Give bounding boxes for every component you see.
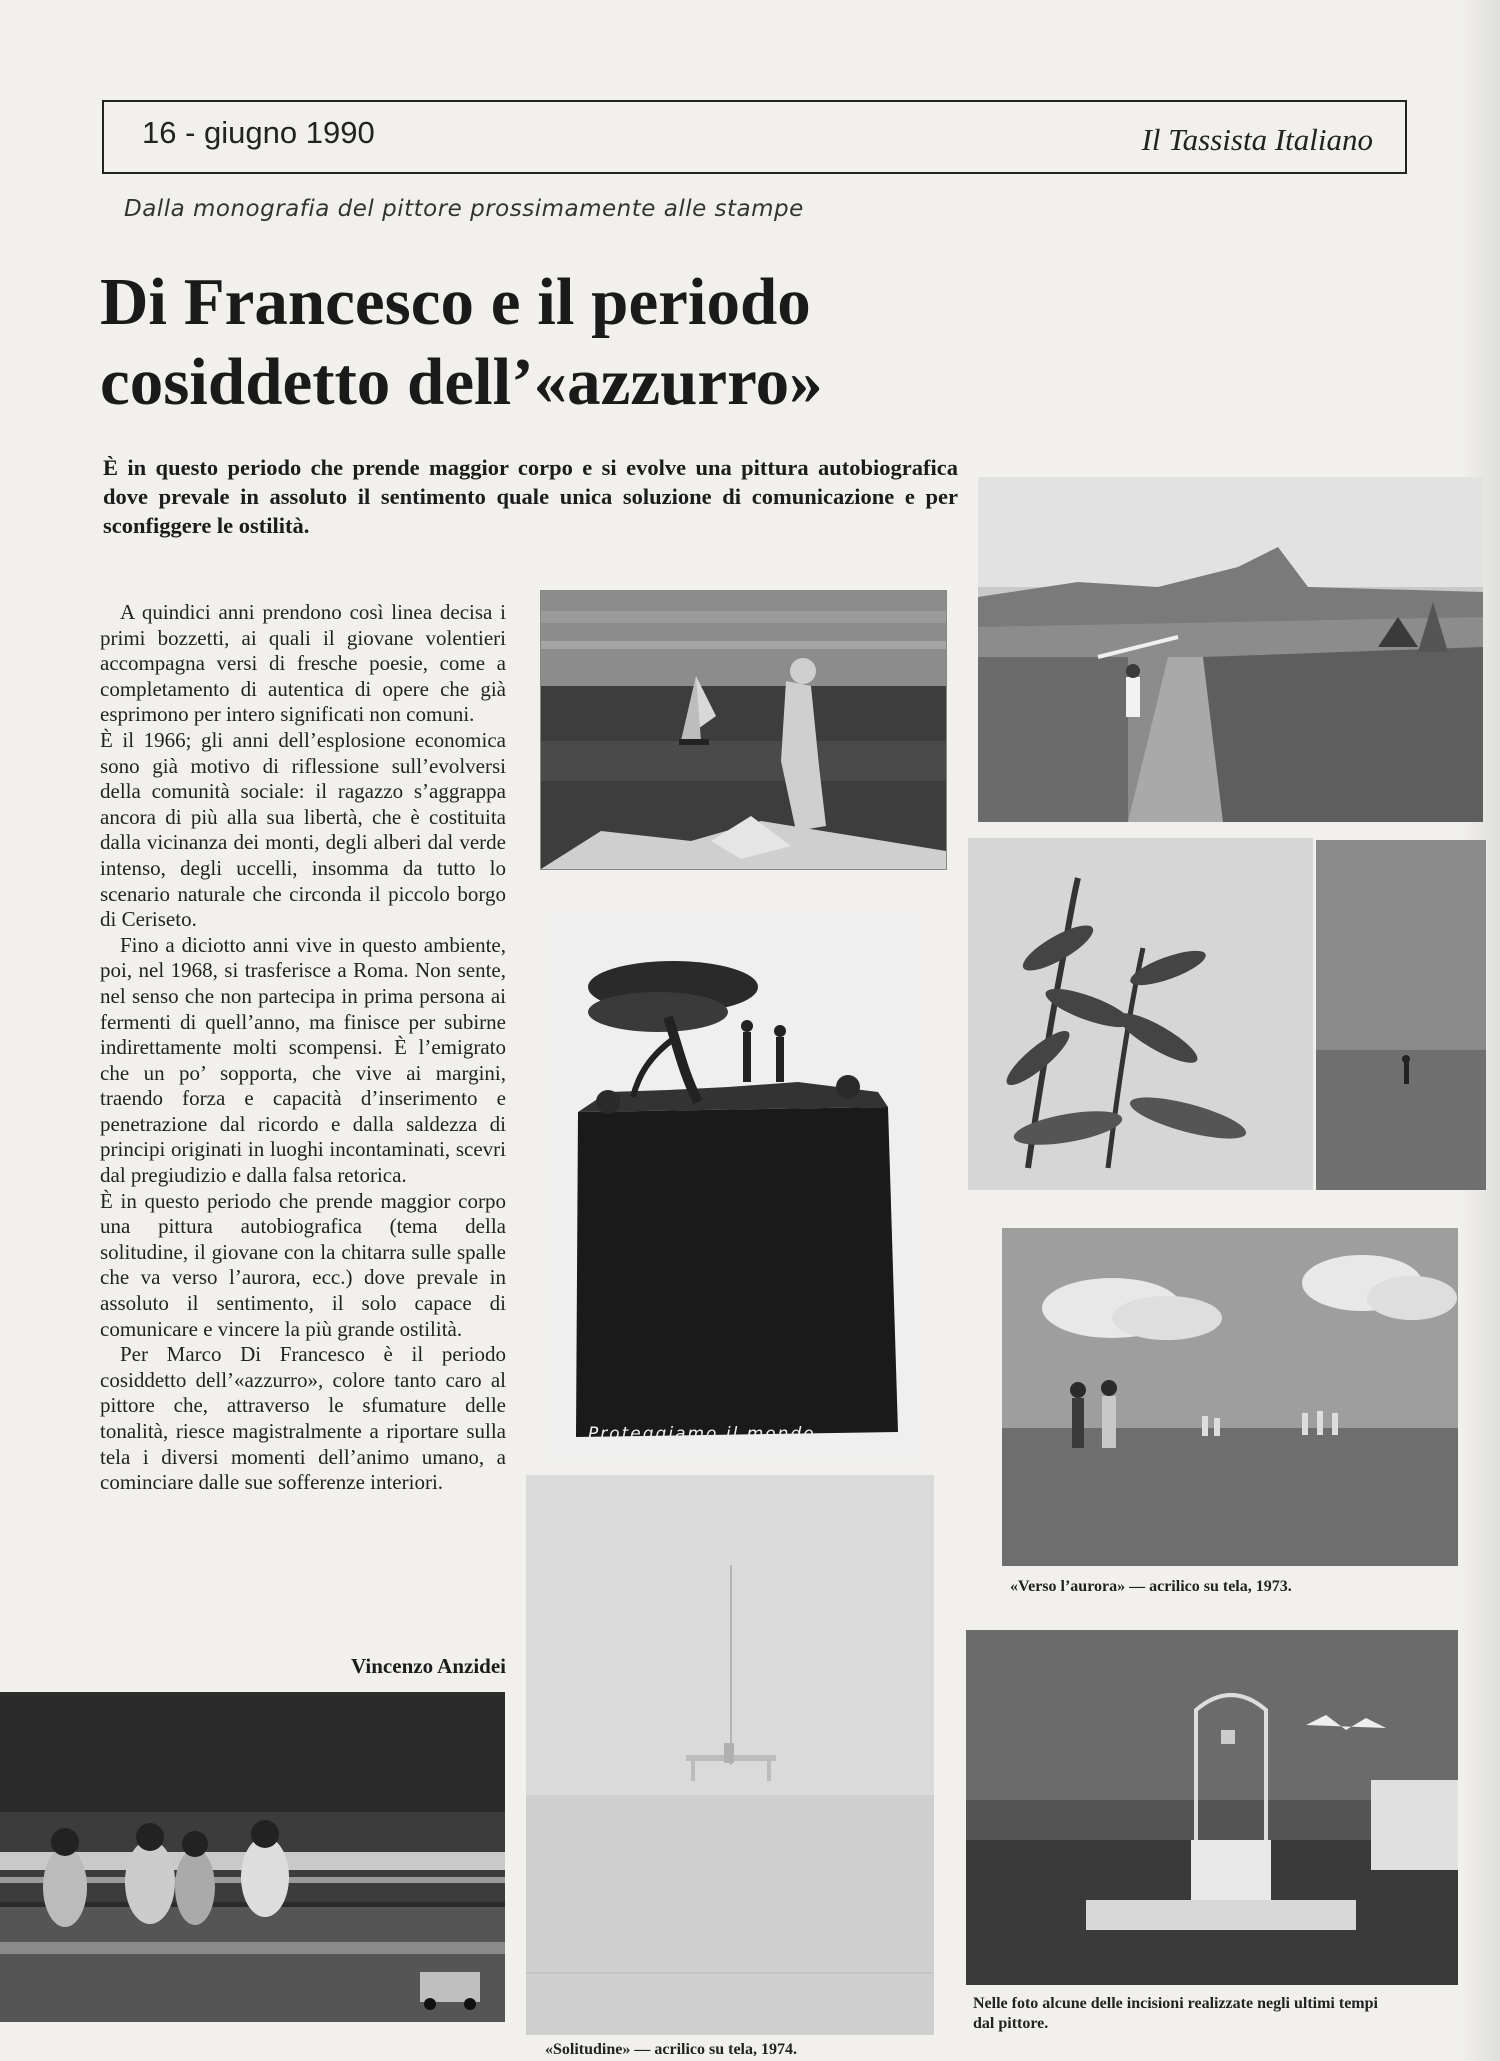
author-signature: Vincenzo Anzidei xyxy=(351,1654,506,1678)
body-paragraph: È in questo periodo che prende maggior corpo una pittura autobiografica (tema della solitudine, il giovane con la chitarra sulle spalle che va verso l’aurora, ecc.) dove prevale in assoluto il sentimento, il solo capace di comunicare e vincere la più grande ostilità. xyxy=(100,1188,506,1341)
newspaper-name: Il Tassista Italiano xyxy=(1141,122,1373,157)
body-paragraph: È il 1966; gli anni dell’esplosione economica sono già motivo di riflessione sull’evolversi della comunità sociale: il ragazzo s’aggrappa ancora di più alla sua libertà, che è costituita dalla vicinanza dei monti, degli alberi dal verde intenso, degli uccelli, insomma da tutto lo scenario naturale che circonda il piccolo borgo di Ceriseto. xyxy=(100,727,506,932)
painting-woman-by-sea xyxy=(540,590,947,870)
painting-proteggiamo-il-mondo xyxy=(548,912,920,1460)
body-paragraph: Fino a diciotto anni vive in questo ambiente, poi, nel 1968, si trasferisce a Roma. Non sente, nel senso che non partecipa in prima persona ai fermenti di quell’anno, ma finisce per subirne indirettamente molti scompensi. È l’emigrato che un po’ sopporta, che vive ai margini, traendo forza e capacità d’inserimento e penetrazione dal ricordo e dalla saldezza di principi originati in luoghi incontaminati, scevri dal pregiudizio e dalla falsa retorica. xyxy=(100,932,506,1188)
caption-photo-note: Nelle foto alcune delle incisioni realizzate negli ultimi tempi dal pittore. xyxy=(973,1995,1378,2032)
painting-plant-by-sea xyxy=(968,838,1313,1190)
body-paragraph: A quindici anni prendono così linea decisa i primi bozzetti, ai quali il giovane volentieri accompagna versi di fresche poesie, come a completamento di autentica di opere che già esprimono per intero significati non comuni. xyxy=(100,600,506,727)
headline-line-1: Di Francesco e il periodo xyxy=(100,265,811,339)
painting-beach-figure xyxy=(1316,840,1486,1190)
painting-solitudine xyxy=(526,1475,934,2035)
article-body xyxy=(100,600,506,1496)
headline-line-2: cosiddetto dell’«azzurro» xyxy=(100,345,823,419)
caption-verso-aurora: «Verso l’aurora» — acrilico su tela, 1973. xyxy=(1010,1578,1292,1595)
painting-children-at-railing xyxy=(0,1692,505,2022)
painting-inscription: Proteggiamo il mondo xyxy=(588,1424,816,1444)
overline: Dalla monografia del pittore prossimamente alle stampe xyxy=(124,196,804,222)
headline xyxy=(100,262,960,422)
issue-date: 16 - giugno 1990 xyxy=(142,115,375,150)
lead-paragraph: È in questo periodo che prende maggior corpo e si evolve una pittura autobiografica dove prevale in assoluto il sentimento quale unica soluzione di comunicazione e per sconfiggere le ostilità. xyxy=(103,455,958,538)
page-header xyxy=(102,100,1407,174)
body-paragraph: Per Marco Di Francesco è il periodo cosiddetto dell’«azzurro», colore tanto caro al pittore che, attraverso le sfumature delle tonalità, riesce magistralmente a riportare sulla tela i diversi momenti dell’animo umano, a cominciare dalle sue sofferenze interiori. xyxy=(100,1342,506,1495)
painting-the-well xyxy=(966,1630,1458,1985)
painting-verso-aurora xyxy=(1002,1228,1458,1566)
caption-solitudine: «Solitudine» — acrilico su tela, 1974. xyxy=(545,2041,797,2058)
painting-country-road xyxy=(978,477,1483,822)
